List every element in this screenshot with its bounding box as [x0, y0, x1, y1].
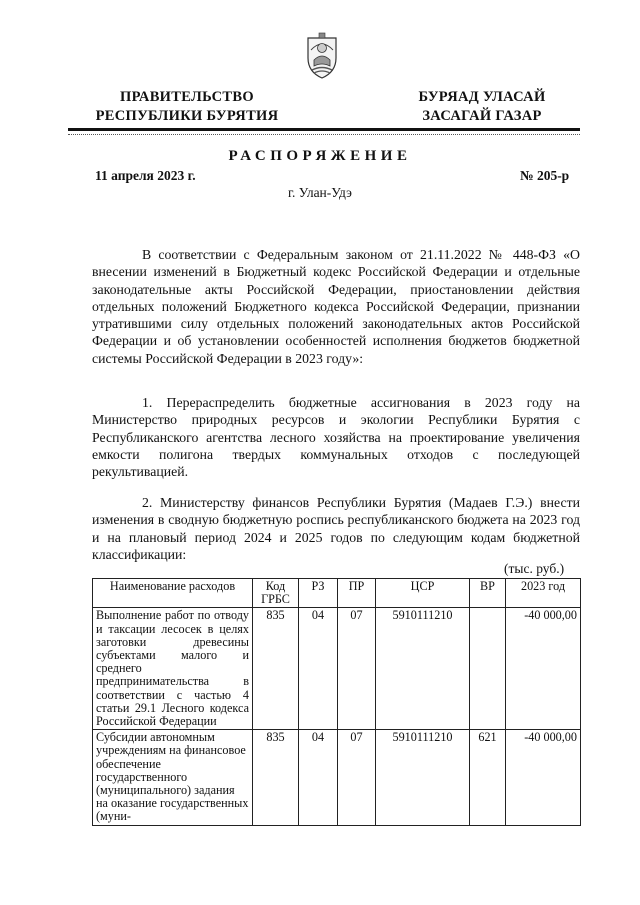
column-header-2023: 2023 год [506, 579, 581, 608]
document-number: № 205-р [520, 168, 570, 183]
document-type: РАСПОРЯЖЕНИЕ [228, 148, 412, 164]
column-header-name: Наименование расходов [93, 579, 253, 608]
header-dotted-divider [68, 134, 580, 135]
government-name-bua [402, 88, 562, 126]
document-date: 11 апреля 2023 г. [95, 168, 196, 183]
cell-2023: -40 000,00 [506, 730, 581, 825]
government-name-ru [82, 88, 292, 126]
government-name-ru-line1: ПРАВИТЕЛЬСТВО [120, 89, 254, 105]
item-2-paragraph: 2. Министерству финансов Республики Бурятия (Мадаев Г.Э.) внести изменения в сводную бюджетную роспись республиканского бюджета на 2023 год и на плановый период 2024 и 2025 годов по следующим кодам бюджетной классификации: [92, 495, 580, 562]
table-row [93, 608, 581, 730]
cell-rz: 04 [299, 730, 338, 825]
column-header-vr: ВР [470, 579, 506, 608]
table-header-row [93, 579, 581, 608]
emblem [302, 32, 342, 80]
column-header-grbs: Код ГРБС [253, 579, 299, 608]
cell-vr [470, 608, 506, 730]
cell-csr: 5910111210 [376, 730, 470, 825]
intro-paragraph: В соответствии с Федеральным законом от 21.11.2022 № 448-ФЗ «О внесении изменений в Бюджетный кодекс Российской Федерации и отдельные законодательные акты Российской Федерации, приостановлении действия отдельных положений Бюджетного кодекса Российской Федерации, признании утратившими силу отдельных положений законодательных актов Российской Федерации и об установлении особенностей исполнения бюджетов бюджетной системы Российской Федерации в 2023 году»: [92, 247, 580, 366]
buryatia-coat-of-arms-icon [302, 32, 342, 80]
cell-name: Субсидии автономным учреждениям на финансовое обеспечение государственного (муниципального) задания на оказание государственных (муни- [93, 730, 253, 825]
document-city: г. Улан-Удэ [288, 185, 352, 200]
government-name-bua-line2: ЗАСАГАЙ ГАЗАР [422, 108, 542, 124]
column-header-pr: ПР [338, 579, 376, 608]
government-name-ru-line2: РЕСПУБЛИКИ БУРЯТИЯ [95, 108, 279, 124]
header-divider [68, 128, 580, 131]
cell-vr: 621 [470, 730, 506, 825]
item-1-paragraph: 1. Перераспределить бюджетные ассигнования в 2023 году на Министерство природных ресурсов и экологии Республики Бурятия с Республиканского агентства лесного хозяйства на проектирование увеличения емкости полигона твердых коммунальных отходов с последующей рекультивацией. [92, 395, 580, 480]
cell-grbs: 835 [253, 730, 299, 825]
cell-csr: 5910111210 [376, 608, 470, 730]
cell-name: Выполнение работ по отводу и таксации лесосек в целях заготовки древесины субъектами малого и среднего предпринимательства в соответствии с частью 4 статьи 29.1 Лесного кодекса Российской Федерации [93, 608, 253, 730]
page-bottom-margin [0, 832, 640, 905]
cell-rz: 04 [299, 608, 338, 730]
cell-pr: 07 [338, 608, 376, 730]
cell-pr: 07 [338, 730, 376, 825]
cell-2023: -40 000,00 [506, 608, 581, 730]
table-units: (тыс. руб.) [504, 561, 565, 576]
table-row [93, 730, 581, 825]
column-header-rz: РЗ [299, 579, 338, 608]
budget-table [92, 578, 581, 826]
cell-grbs: 835 [253, 608, 299, 730]
column-header-csr: ЦСР [376, 579, 470, 608]
government-name-bua-line1: БУРЯАД УЛАСАЙ [418, 89, 546, 105]
